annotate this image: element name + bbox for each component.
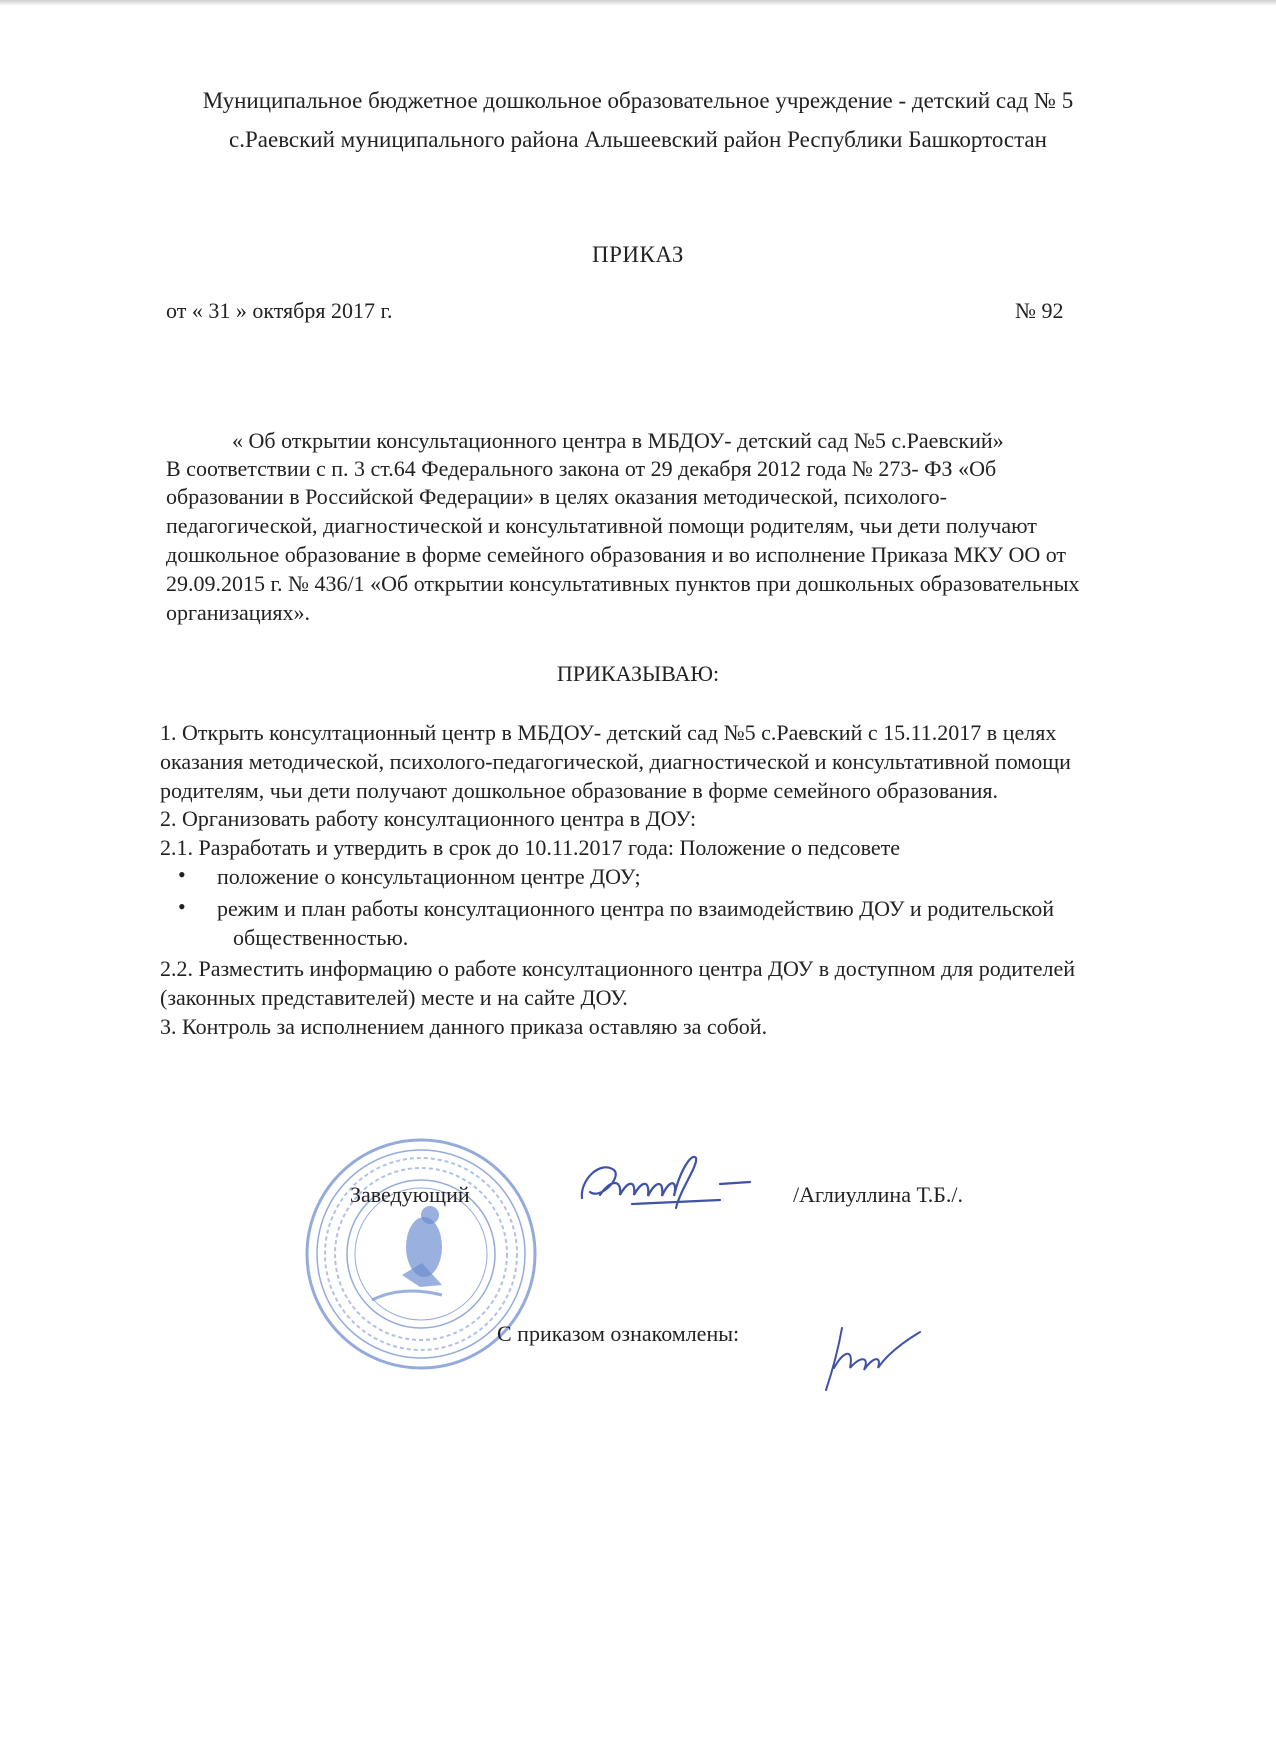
order-item-line: 2.1. Разработать и утвердить в срок до 10.11.2017 года: Положение о педсовете [160, 835, 901, 860]
order-item-line: (законных представителей) месте и на сайте ДОУ. [160, 985, 628, 1010]
preamble-line: организациях». [166, 600, 310, 625]
order-heading: ПРИКАЗЫВАЮ: [556, 661, 720, 686]
bullet-dot: • [178, 894, 186, 919]
signatory-name: /Аглиуллина Т.Б./. [793, 1182, 963, 1207]
preamble-line: 29.09.2015 г. № 436/1 «Об открытии консультативных пунктов при дошкольных образовательных [166, 571, 1080, 596]
preamble-line: образовании в Российской Федерации» в целях оказания методической, психолого- [166, 484, 947, 509]
org-name-line-2: с.Раевский муниципального района Альшеевский район Республики Башкортостан [229, 127, 1047, 152]
bullet-item-continuation: общественностью. [233, 925, 409, 950]
signatory-position: Заведующий [350, 1182, 470, 1207]
order-item-line: 2.2. Разместить информацию о работе консултационного центра ДОУ в доступном для родителей [160, 956, 1075, 981]
order-item-line: оказания методической, психолого-педагогической, диагностической и консультативной помощи [160, 749, 1071, 774]
bullet-item: положение о консультационном центре ДОУ; [217, 864, 641, 889]
bullet-item: режим и план работы консултационного центра по взаимодействию ДОУ и родительской [217, 896, 1055, 921]
preamble-line: В соответствии с п. 3 ст.64 Федерального закона от 29 декабря 2012 года № 273- ФЗ «Об [166, 456, 997, 481]
order-item-line: родителям, чьи дети получают дошкольное образование в форме семейного образования. [160, 778, 998, 803]
preamble-line: дошкольное образование в форме семейного образования и во исполнение Приказа МКУ ОО от [166, 542, 1067, 567]
order-item-line: 1. Открыть консултационный центр в МБДОУ- детский сад №5 с.Раевский с 15.11.2017 в целях [160, 720, 1057, 745]
order-subject: « Об открытии консультационного центра в МБДОУ- детский сад №5 с.Раевский» [232, 428, 1004, 453]
acknowledgement-label: С приказом ознакомлены: [497, 1321, 740, 1346]
preamble-line: педагогической, диагностической и консультативной помощи родителям, чьи дети получают [166, 513, 1037, 538]
director-signature [570, 1140, 755, 1220]
order-date: от « 31 » октября 2017 г. [166, 298, 393, 323]
bullet-dot: • [178, 862, 186, 887]
doc-title: ПРИКАЗ [592, 242, 684, 267]
order-item-line: 2. Организовать работу консултационного центра в ДОУ: [160, 806, 697, 831]
order-number: № 92 [1015, 298, 1064, 323]
scan-edge [0, 0, 1276, 6]
acknowledgement-signature [820, 1320, 930, 1395]
order-item-line: 3. Контроль за исполнением данного приказа оставляю за собой. [160, 1014, 768, 1039]
org-name-line-1: Муниципальное бюджетное дошкольное образовательное учреждение - детский сад № 5 [202, 88, 1074, 113]
